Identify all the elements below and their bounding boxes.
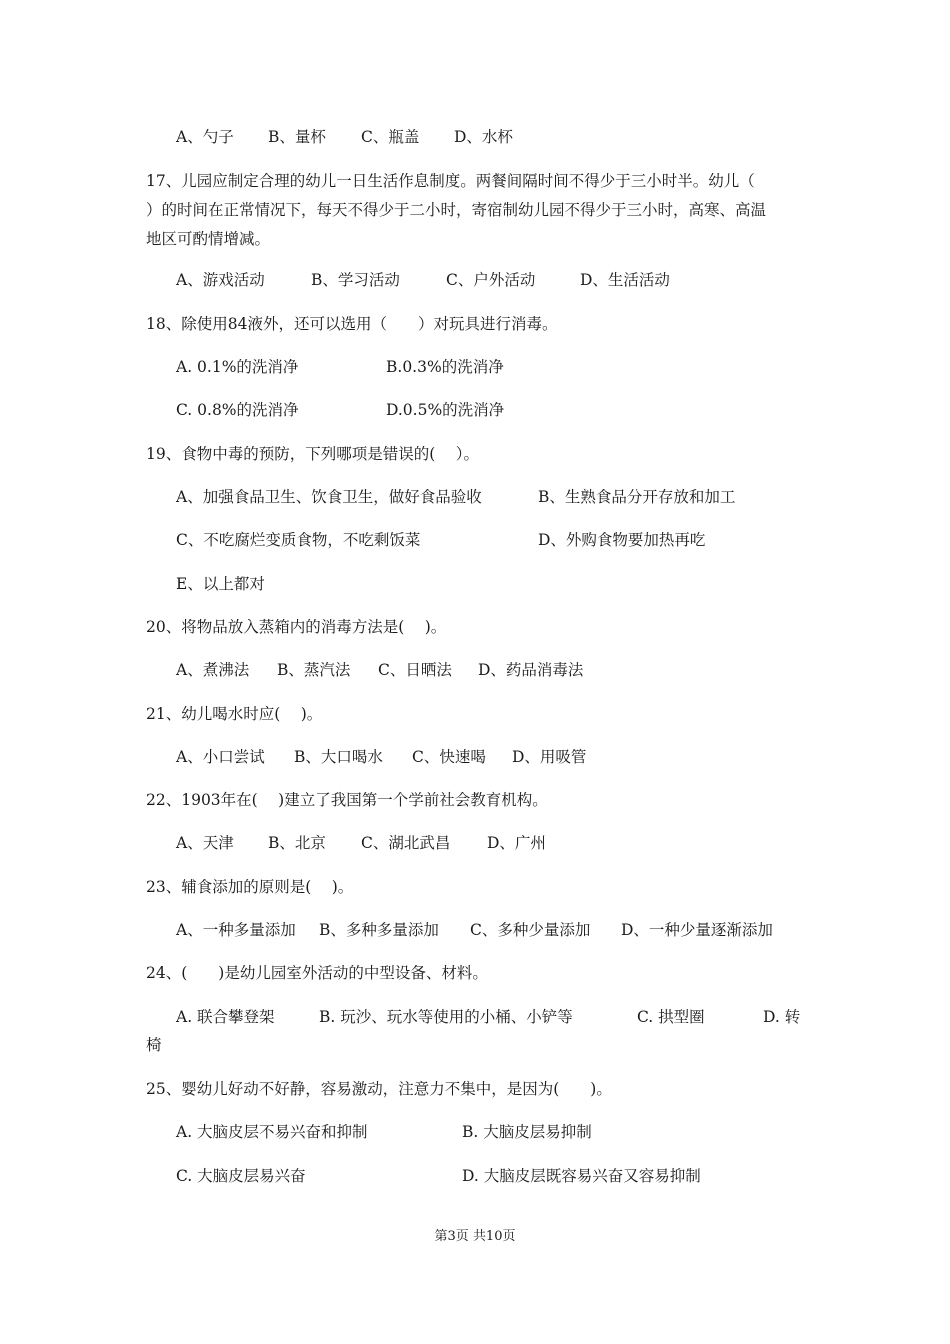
question-17-stem-line-2: ）的时间在正常情况下，每天不得少于二小时，寄宿制幼儿园不得少于三小时，高寒、高温: [146, 201, 767, 219]
option-c: C. 拱型圈: [637, 1008, 705, 1026]
option-c: C、湖北武昌: [361, 834, 451, 852]
option-d-wrap: 椅: [146, 1036, 162, 1054]
option-c: C. 大脑皮层易兴奋: [176, 1167, 306, 1185]
option-d: D、广州: [487, 834, 546, 852]
option-d: D. 转: [763, 1008, 801, 1026]
option-d: D. 大脑皮层既容易兴奋又容易抑制: [462, 1167, 701, 1185]
option-b: B.0.3%的洗消净: [386, 358, 504, 376]
question-24-stem: 24、( )是幼儿园室外活动的中型设备、材料。: [146, 964, 488, 982]
question-22-stem: 22、1903年在( )建立了我国第一个学前社会教育机构。: [146, 791, 548, 809]
option-c: C、日晒法: [378, 661, 452, 679]
option-a: A. 0.1%的洗消净: [176, 358, 299, 376]
question-21-stem: 21、幼儿喝水时应( )。: [146, 705, 323, 723]
question-23-stem: 23、辅食添加的原则是( )。: [146, 878, 354, 896]
option-b: B、多种多量添加: [319, 921, 439, 939]
option-b: B、蒸汽法: [277, 661, 351, 679]
option-b: B、量杯: [268, 128, 326, 146]
option-c: C、不吃腐烂变质食物，不吃剩饭菜: [176, 531, 421, 549]
option-b: B、学习活动: [311, 271, 400, 289]
option-c: C、瓶盖: [361, 128, 420, 146]
option-d: D、外购食物要加热再吃: [538, 531, 706, 549]
option-c: C、户外活动: [446, 271, 536, 289]
option-a: A、煮沸法: [176, 661, 250, 679]
option-b: B、北京: [268, 834, 326, 852]
option-a: A、一种多量添加: [176, 921, 296, 939]
page-number: 第3页 共10页: [434, 1229, 516, 1244]
option-d: D、用吸管: [512, 748, 587, 766]
option-b: B. 玩沙、玩水等使用的小桶、小铲等: [319, 1008, 573, 1026]
option-d: D、一种少量逐渐添加: [621, 921, 773, 939]
option-a: A、勺子: [176, 128, 234, 146]
option-c: C、快速喝: [412, 748, 486, 766]
option-d: D、药品消毒法: [478, 661, 584, 679]
option-a: A、小口尝试: [176, 748, 265, 766]
option-c: C、多种少量添加: [470, 921, 591, 939]
option-c: C. 0.8%的洗消净: [176, 401, 299, 419]
option-a: A. 大脑皮层不易兴奋和抑制: [176, 1123, 368, 1141]
option-b: B、生熟食品分开存放和加工: [538, 488, 736, 506]
question-25-stem: 25、婴幼儿好动不好静，容易激动，注意力不集中，是因为( )。: [146, 1080, 612, 1098]
question-18-stem: 18、除使用84液外，还可以选用（ ）对玩具进行消毒。: [146, 315, 558, 333]
option-a: A、加强食品卫生、饮食卫生，做好食品验收: [176, 488, 482, 506]
option-b: B. 大脑皮层易抑制: [462, 1123, 592, 1141]
option-b: B、大口喝水: [294, 748, 383, 766]
question-17-stem-line-3: 地区可酌情增减。: [146, 230, 271, 248]
option-a: A、天津: [176, 834, 234, 852]
question-19-stem: 19、食物中毒的预防，下列哪项是错误的( ）。: [146, 445, 479, 463]
option-a: A、游戏活动: [176, 271, 265, 289]
question-17-stem-line-1: 17、儿园应制定合理的幼儿一日生活作息制度。两餐间隔时间不得少于三小时半。幼儿（: [146, 172, 755, 190]
option-d: D、水杯: [454, 128, 513, 146]
option-d: D.0.5%的洗消净: [386, 401, 505, 419]
option-e: E、以上都对: [176, 575, 265, 593]
option-a: A. 联合攀登架: [176, 1008, 275, 1026]
question-20-stem: 20、将物品放入蒸箱内的消毒方法是( )。: [146, 618, 447, 636]
option-d: D、生活活动: [580, 271, 670, 289]
